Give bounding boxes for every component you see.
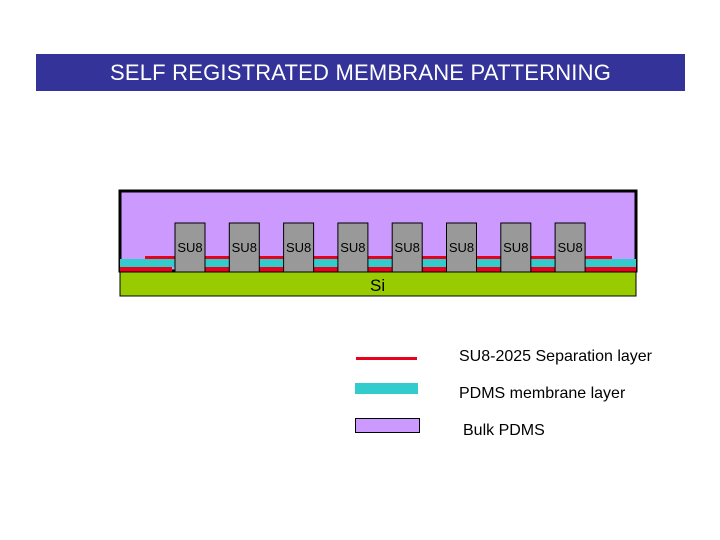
separation-segment-upper: [531, 256, 555, 259]
separation-segment-lower: [422, 267, 447, 272]
su8-pillar-label: SU8: [394, 240, 420, 255]
legend-label-bulk-pdms: Bulk PDMS: [463, 422, 545, 439]
separation-segment-upper: [477, 256, 501, 259]
separation-segment-lower: [477, 267, 502, 272]
separation-segment-lower: [259, 267, 284, 272]
legend-label-su8-separation: SU8-2025 Separation layer: [459, 348, 653, 365]
su8-pillar-label: SU8: [231, 240, 257, 255]
separation-segment-upper: [585, 256, 612, 259]
su8-pillar-label: SU8: [503, 240, 529, 255]
su8-pillar-label: SU8: [177, 240, 203, 255]
su8-pillar-label: SU8: [557, 240, 583, 255]
separation-segment-upper: [422, 256, 446, 259]
separation-segment-lower: [585, 267, 636, 272]
legend-swatch-bulk-pdms: [355, 418, 421, 434]
separation-segment-lower: [531, 267, 556, 272]
legend-swatch-pdms-membrane: [355, 383, 419, 395]
separation-segment-lower: [314, 267, 339, 272]
separation-segment-lower: [205, 267, 230, 272]
separation-segment-upper: [205, 256, 229, 259]
legend-label-pdms-membrane: PDMS membrane layer: [459, 385, 626, 402]
separation-segment-lower: [368, 267, 393, 272]
su8-pillar-label: SU8: [340, 240, 366, 255]
su8-pillar-label: SU8: [448, 240, 475, 255]
separation-segment-upper: [259, 256, 283, 259]
separation-segment-upper: [145, 256, 175, 259]
separation-segment-upper: [368, 256, 392, 259]
legend-swatch-su8-separation: [356, 355, 418, 363]
separation-segment-lower: [120, 267, 172, 272]
si-substrate-label: Si: [370, 276, 386, 295]
su8-pillar-label: SU8: [285, 240, 312, 255]
slide-title: SELF REGISTRATED MEMBRANE PATTERNING: [36, 54, 685, 91]
separation-segment-upper: [314, 256, 338, 259]
